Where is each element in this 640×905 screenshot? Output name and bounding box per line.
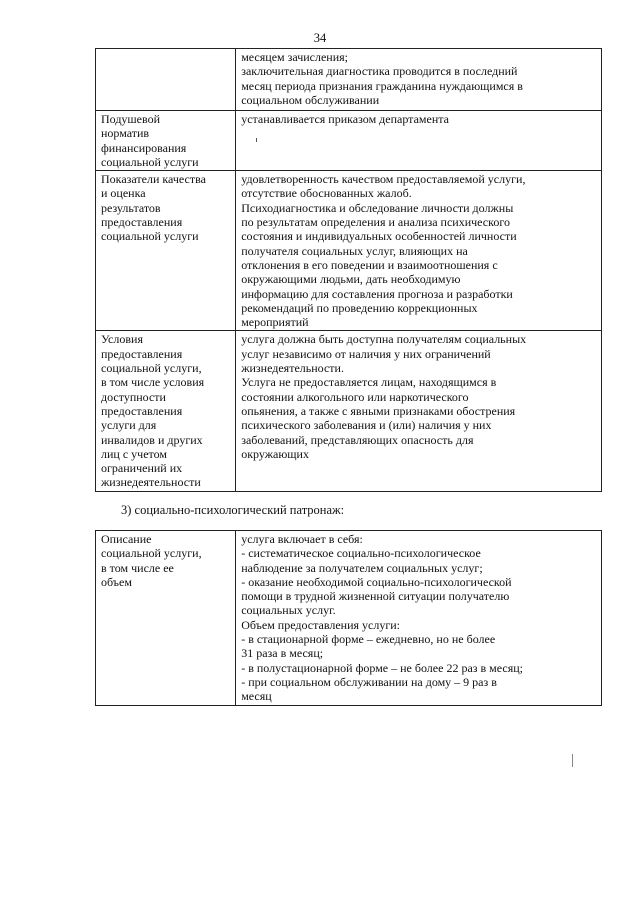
text-line: жизнедеятельности. [241, 361, 344, 376]
row-text-cell [236, 111, 602, 171]
text-line: удовлетворенность качеством предоставляемой услуги, [241, 172, 526, 187]
row-label-cell [96, 49, 236, 111]
label-line: Подушевой [101, 112, 160, 126]
service-table-continued [95, 48, 602, 492]
text-line: Объем предоставления услуги: [241, 617, 401, 632]
label-line: объем [101, 574, 132, 589]
text-line: отсутствие обоснованных жалоб. [241, 186, 412, 201]
label-line: социальной услуги, [101, 361, 202, 376]
text-line: - систематическое социально-психологическое [241, 546, 481, 561]
row-text-cell [236, 49, 602, 111]
text-line: окружающих [241, 446, 309, 461]
table-row [96, 111, 602, 171]
text-line: наблюдение за получателем социальных услуг; [241, 560, 483, 575]
label-line: Условия [101, 332, 143, 347]
text-line: 31 раза в месяц; [241, 646, 324, 661]
text-line: услуга включает в себя: [241, 532, 363, 546]
row-label-cell [96, 331, 236, 491]
text-line: месяц периода признания гражданина нуждающимся в [241, 78, 523, 93]
text-line: мероприятий [241, 315, 309, 330]
text-line: месяц [241, 689, 272, 704]
text-line: услуг независимо от наличия у них ограничений [241, 346, 491, 361]
text-line: - оказание необходимой социально-психологической [241, 574, 512, 589]
text-line: получателя социальных услуг, влияющих на [241, 243, 468, 258]
page-number: 34 [313, 31, 327, 45]
row-text-cell [236, 331, 602, 491]
label-line: в том числе условия [101, 375, 205, 390]
label-line: финансирования [101, 140, 187, 155]
label-line: лиц с учетом [101, 446, 167, 461]
text-line: отклонения в его поведении и взаимоотношения с [241, 257, 498, 272]
label-line: жизнедеятельности [101, 475, 201, 490]
text-line: помощи в трудной жизненной ситуации получателю [241, 589, 510, 604]
text-line: состояния и индивидуальных особенностей личности [241, 229, 517, 244]
row-label-cell [96, 111, 236, 171]
label-line: Показатели качества [101, 172, 206, 187]
row-text-cell [236, 531, 602, 706]
label-line: социальной услуги, [101, 546, 202, 561]
scan-speck [256, 138, 257, 142]
text-line: информацию для составления прогноза и разработки [241, 286, 513, 301]
text-line: социальных услуг. [241, 603, 336, 618]
table-row [96, 531, 602, 706]
label-line: норматив [101, 126, 150, 141]
text-line: социальном обслуживании [241, 92, 380, 107]
label-line: услуги для [101, 418, 157, 433]
text-line: услуга должна быть доступна получателям социальных [241, 332, 527, 347]
table-row [96, 171, 602, 331]
label-line: предоставления [101, 403, 183, 418]
row-label-cell [96, 531, 236, 706]
text-line: Психодиагностика и обследование личности должны [241, 200, 514, 215]
text-line: месяцем зачисления; [241, 50, 348, 64]
text-line: психического заболевания и (или) наличия у них [241, 418, 492, 433]
text-line: рекомендаций по проведению коррекционных [241, 300, 478, 315]
text-line: заболеваний, представляющих опасность для [241, 432, 474, 447]
label-line: социальной услуги [101, 154, 199, 169]
label-line: Описание [101, 532, 152, 546]
text-line: устанавливается приказом департамента [241, 112, 449, 126]
label-line: инвалидов и других [101, 432, 203, 447]
text-line: - в стационарной форме – ежедневно, но не более [241, 632, 496, 647]
scan-mark [572, 754, 573, 767]
table-row [96, 331, 602, 491]
service-table-patronage [95, 530, 602, 706]
label-line: предоставления [101, 215, 183, 230]
label-line: социальной услуги [101, 229, 199, 244]
label-line: доступности [101, 389, 166, 404]
label-line: в том числе ее [101, 560, 174, 575]
text-line: состоянии алкогольного или наркотического [241, 389, 469, 404]
table-row [96, 49, 602, 111]
text-line: - при социальном обслуживании на дому – 9 раз в [241, 674, 497, 689]
section-heading: 3) социально-психологический патронаж: [121, 503, 345, 517]
text-line: Услуга не предоставляется лицам, находящимся в [241, 375, 497, 390]
label-line: предоставления [101, 346, 183, 361]
text-line: - в полустационарной форме – не более 22 раз в месяц; [241, 660, 523, 675]
row-text-cell [236, 171, 602, 331]
label-line: и оценка [101, 186, 146, 201]
text-line: по результатам определения и анализа психического [241, 215, 510, 230]
row-label-cell [96, 171, 236, 331]
label-line: результатов [101, 200, 161, 215]
text-line: окружающими людьми, дать необходимую [241, 272, 461, 287]
text-line: опьянения, а также с явными признаками обострения [241, 403, 516, 418]
label-line: ограничений их [101, 461, 183, 476]
text-line: заключительная диагностика проводится в последний [241, 64, 518, 79]
